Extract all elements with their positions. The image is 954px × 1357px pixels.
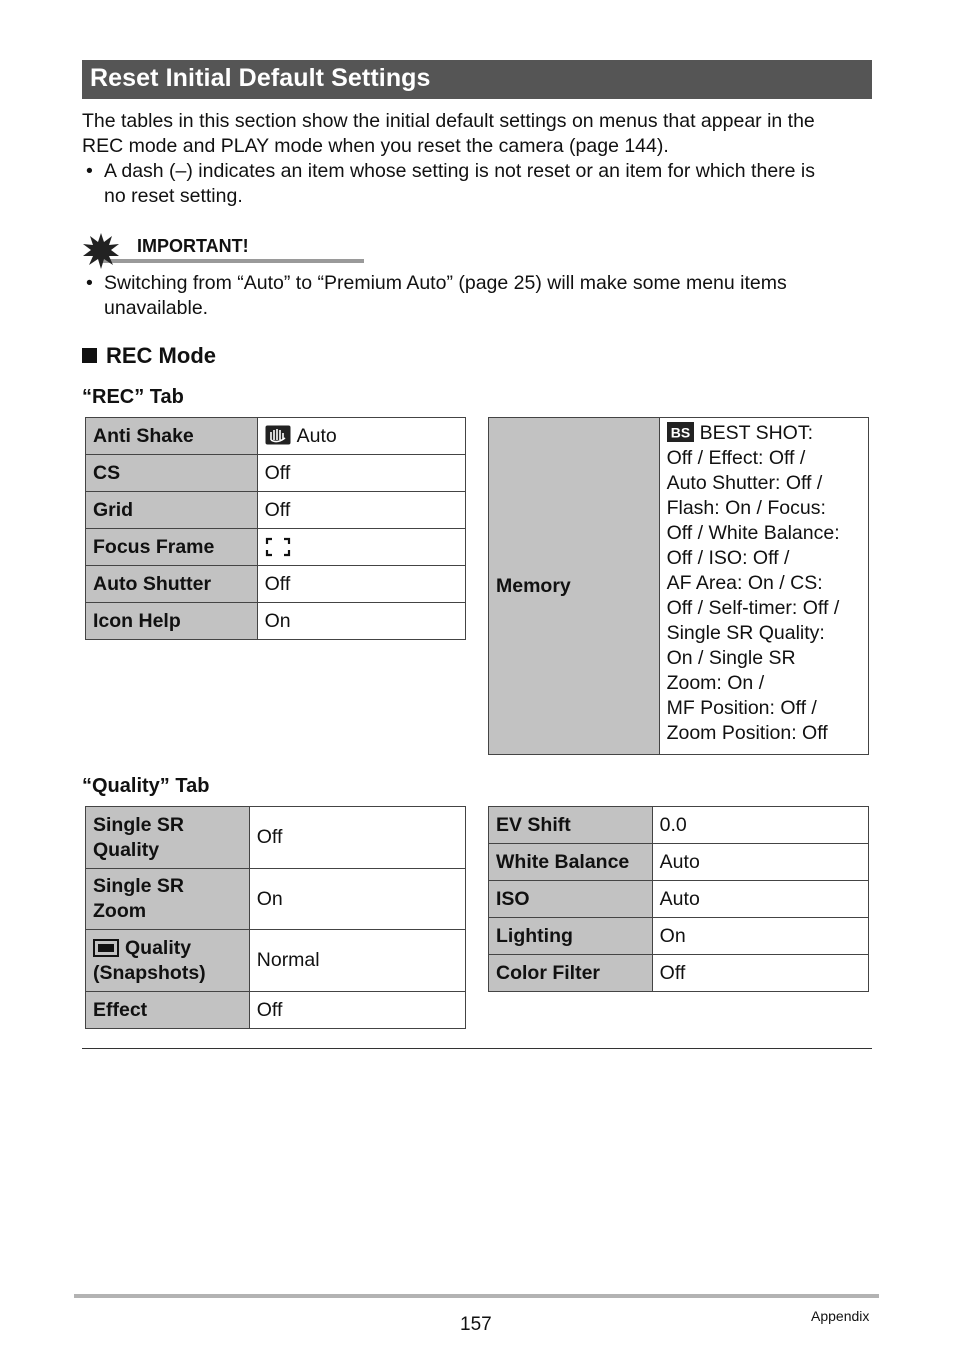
table-row xyxy=(489,881,869,918)
memory-line: Off / Self-timer: Off / xyxy=(666,597,840,619)
row-value: Normal xyxy=(249,930,465,992)
row-key: ISO xyxy=(489,881,653,918)
memory-line: MF Position: Off / xyxy=(666,697,817,719)
memory-line: Off / ISO: Off / xyxy=(666,547,790,569)
row-key xyxy=(86,930,250,992)
important-callout xyxy=(82,232,292,268)
intro-bullet-line-1: A dash (–) indicates an item whose setting is not reset or an item for which there is xyxy=(104,160,816,182)
anti-shake-icon xyxy=(265,425,291,445)
burst-icon xyxy=(82,232,120,270)
row-key: Lighting xyxy=(489,918,653,955)
row-key xyxy=(86,869,250,930)
table-row xyxy=(86,807,466,869)
memory-line-text: BEST SHOT: xyxy=(699,422,813,444)
memory-table xyxy=(488,417,869,755)
memory-line xyxy=(667,421,868,446)
table-row xyxy=(86,566,466,603)
row-key: White Balance xyxy=(489,844,653,881)
row-key: Effect xyxy=(86,992,250,1029)
row-value xyxy=(257,529,465,566)
row-value: Auto xyxy=(652,881,868,918)
rec-tab-label: “REC” Tab xyxy=(82,386,184,408)
intro-line-1: The tables in this section show the initial default settings on menus that appear in the xyxy=(82,110,815,132)
page-title: Reset Initial Default Settings xyxy=(90,64,431,92)
bullet-marker: • xyxy=(86,160,93,182)
snapshot-icon xyxy=(93,939,119,957)
section-end-rule xyxy=(82,1048,872,1049)
memory-line: Zoom Position: Off xyxy=(666,722,828,744)
important-line-1: Switching from “Auto” to “Premium Auto” (page 25) will make some menu items xyxy=(104,272,787,294)
memory-line: Auto Shutter: Off / xyxy=(666,472,823,494)
quality-tab-table-2 xyxy=(488,806,869,992)
table-row xyxy=(86,492,466,529)
square-bullet-icon xyxy=(82,348,97,363)
row-key: Anti Shake xyxy=(86,418,258,455)
row-key: Focus Frame xyxy=(86,529,258,566)
important-line-2: unavailable. xyxy=(104,297,209,319)
row-key-line xyxy=(93,936,249,961)
memory-line: Off / White Balance: xyxy=(666,522,840,544)
table-row xyxy=(489,955,869,992)
row-key: EV Shift xyxy=(489,807,653,844)
row-key: Auto Shutter xyxy=(86,566,258,603)
row-value: Off xyxy=(257,492,465,529)
table-row xyxy=(86,930,466,992)
memory-line: Single SR Quality: xyxy=(666,622,825,644)
row-value: On xyxy=(652,918,868,955)
rec-mode-heading-text: REC Mode xyxy=(106,343,216,368)
intro-line-2: REC mode and PLAY mode when you reset the camera (page 144). xyxy=(82,135,669,157)
table-row xyxy=(489,918,869,955)
row-value: Off xyxy=(249,807,465,869)
row-key-line: Single SR xyxy=(93,875,185,897)
rec-mode-heading xyxy=(82,343,216,369)
table-row xyxy=(86,869,466,930)
table-row xyxy=(86,529,466,566)
row-key: CS xyxy=(86,455,258,492)
row-value: 0.0 xyxy=(652,807,868,844)
important-label: IMPORTANT! xyxy=(137,236,249,256)
memory-line: Off / Effect: Off / xyxy=(666,447,806,469)
page-number: 157 xyxy=(460,1314,492,1335)
row-key: Grid xyxy=(86,492,258,529)
row-key: Icon Help xyxy=(86,603,258,640)
memory-line: AF Area: On / CS: xyxy=(666,572,823,594)
table-row xyxy=(86,992,466,1029)
memory-line: On / Single SR xyxy=(666,647,796,669)
row-value: Off xyxy=(652,955,868,992)
table-row xyxy=(86,418,466,455)
bullet-marker: • xyxy=(86,272,93,294)
row-key: Color Filter xyxy=(489,955,653,992)
table-row xyxy=(489,807,869,844)
footer-rule xyxy=(74,1294,879,1298)
row-key-line: Single SR xyxy=(93,813,185,836)
memory-line: Zoom: On / xyxy=(666,672,765,694)
rec-tab-table xyxy=(85,417,466,640)
important-underline xyxy=(102,259,364,263)
row-value: Off xyxy=(257,566,465,603)
best-shot-icon xyxy=(667,422,694,442)
row-key-line: Zoom xyxy=(93,900,147,922)
memory-key: Memory xyxy=(489,418,660,755)
row-value: Auto xyxy=(652,844,868,881)
memory-value xyxy=(659,418,868,755)
page-title-bar xyxy=(82,60,872,99)
table-row xyxy=(86,603,466,640)
table-row xyxy=(86,455,466,492)
row-value xyxy=(257,418,465,455)
row-value: On xyxy=(249,869,465,930)
row-key-line: Quality xyxy=(93,838,160,861)
footer-section-label: Appendix xyxy=(811,1308,870,1324)
row-value: Off xyxy=(249,992,465,1029)
row-key xyxy=(86,807,250,869)
quality-tab-label: “Quality” Tab xyxy=(82,775,210,797)
row-key-text: Quality xyxy=(125,936,192,959)
anti-shake-value: Auto xyxy=(296,424,337,447)
svg-text:BS: BS xyxy=(670,424,690,441)
row-value: On xyxy=(257,603,465,640)
row-key-line: (Snapshots) xyxy=(93,961,206,984)
table-row xyxy=(489,418,869,755)
memory-line: Flash: On / Focus: xyxy=(666,497,826,519)
row-value: Off xyxy=(257,455,465,492)
table-row xyxy=(489,844,869,881)
intro-bullet-line-2: no reset setting. xyxy=(104,185,243,207)
quality-tab-table xyxy=(85,806,466,1029)
focus-frame-icon xyxy=(265,537,291,557)
